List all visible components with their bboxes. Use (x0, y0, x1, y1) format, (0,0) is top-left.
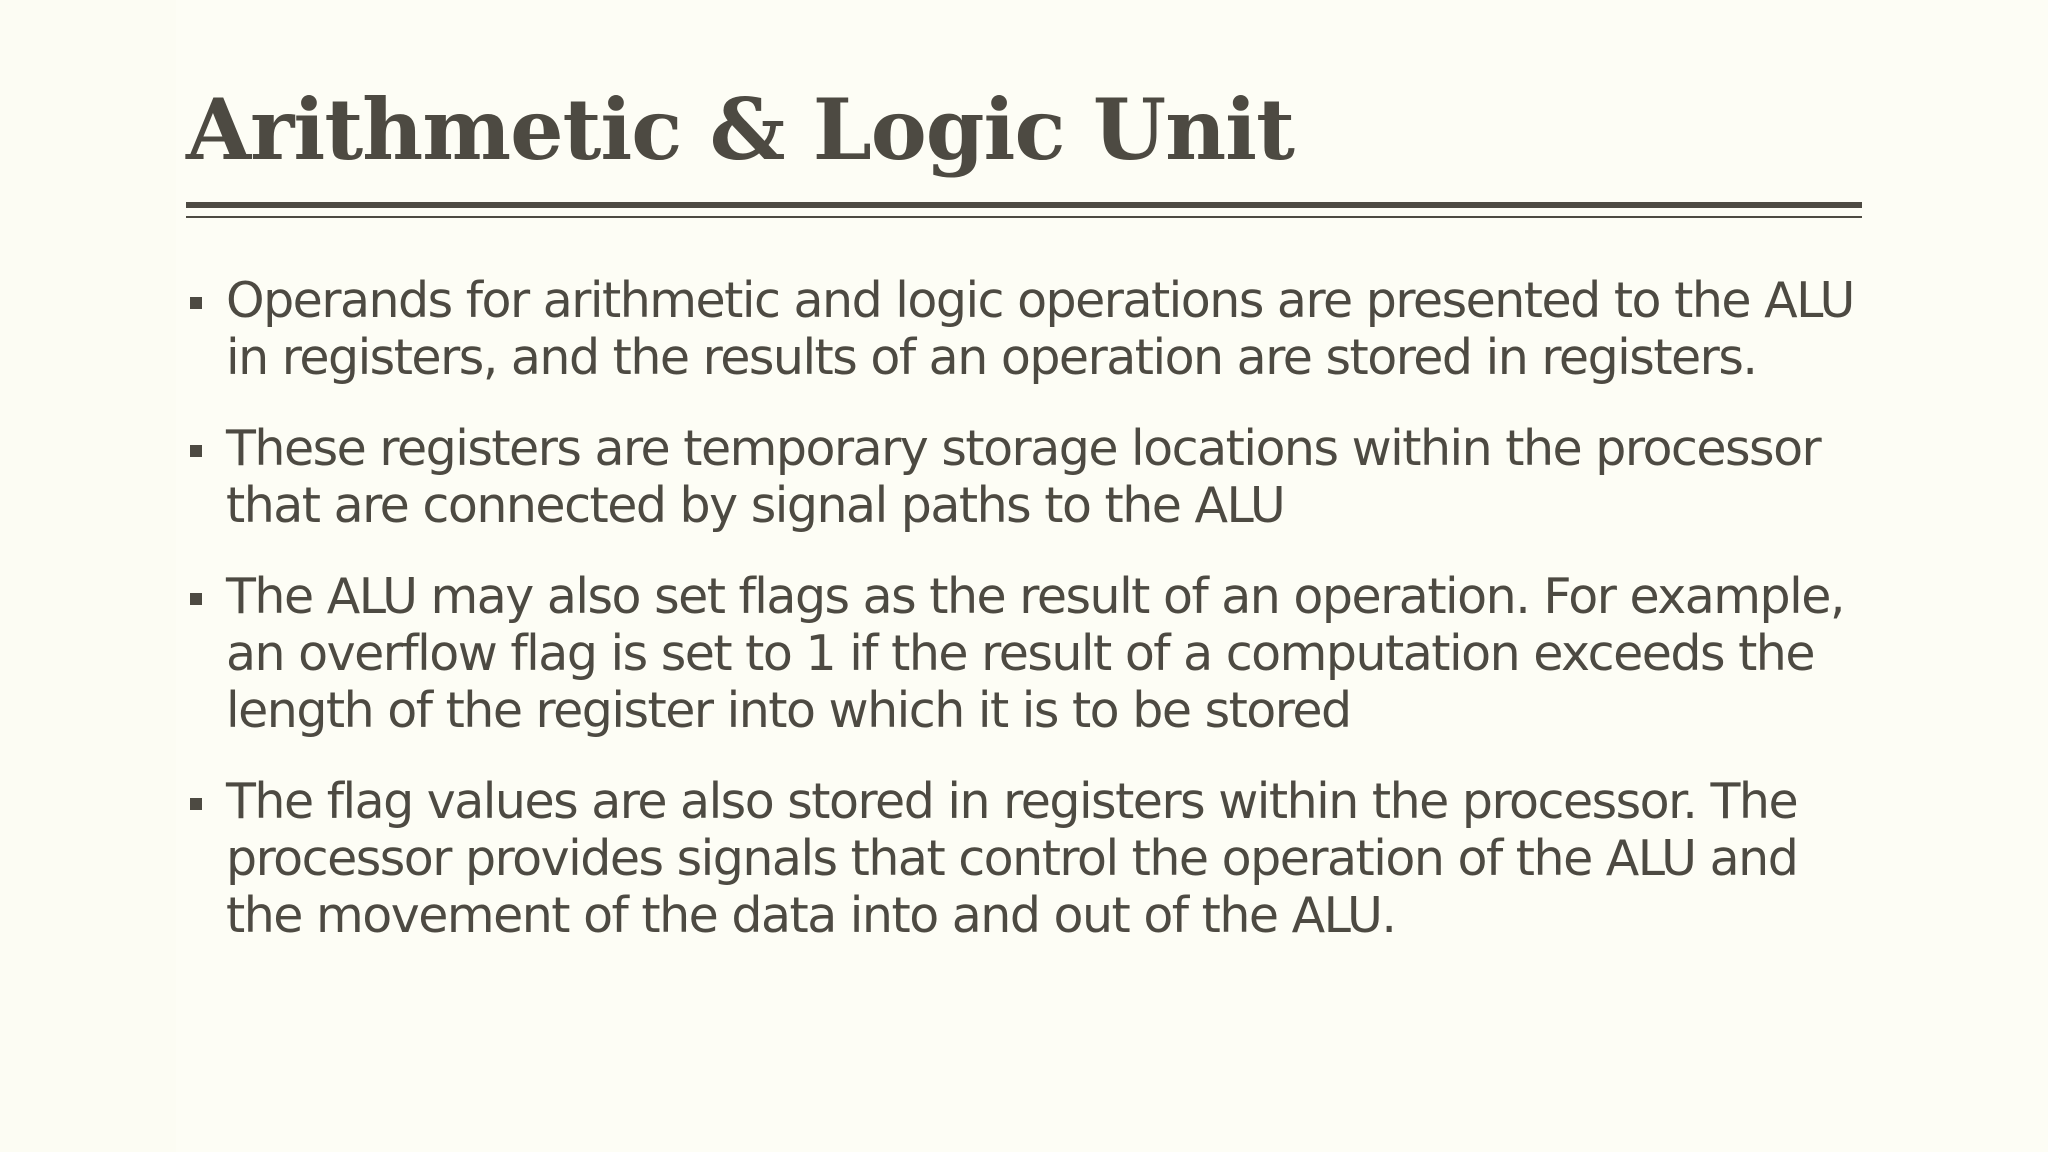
bullet-item (186, 272, 1886, 386)
square-bullet-icon (190, 297, 202, 309)
bullet-text: Operands for arithmetic and logic operations are presented to the ALU in registers, and the results of an operation are stored in registers. (226, 272, 1854, 386)
bullet-text: These registers are temporary storage locations within the processor that are connected by signal paths to the ALU (226, 420, 1821, 534)
square-bullet-icon (190, 593, 202, 605)
title-underline-thick (186, 202, 1862, 208)
square-bullet-icon (190, 798, 202, 810)
title-underline-thin (186, 216, 1862, 218)
bullet-item (186, 568, 1886, 739)
bullet-text: The ALU may also set flags as the result of an operation. For example, an overflow flag is set to 1 if the result of a computation exceeds the length of the register into which it is to be stored (226, 568, 1844, 739)
bullet-list (186, 272, 1886, 978)
slide-title: Arithmetic & Logic Unit (186, 80, 1294, 179)
bullet-text: The flag values are also stored in registers within the processor. The processor provides signals that control the operation of the ALU and the movement of the data into and out of the ALU. (226, 773, 1798, 944)
bullet-item (186, 420, 1886, 534)
bullet-item (186, 773, 1886, 944)
slide-margin-band (0, 0, 176, 1152)
square-bullet-icon (190, 445, 202, 457)
